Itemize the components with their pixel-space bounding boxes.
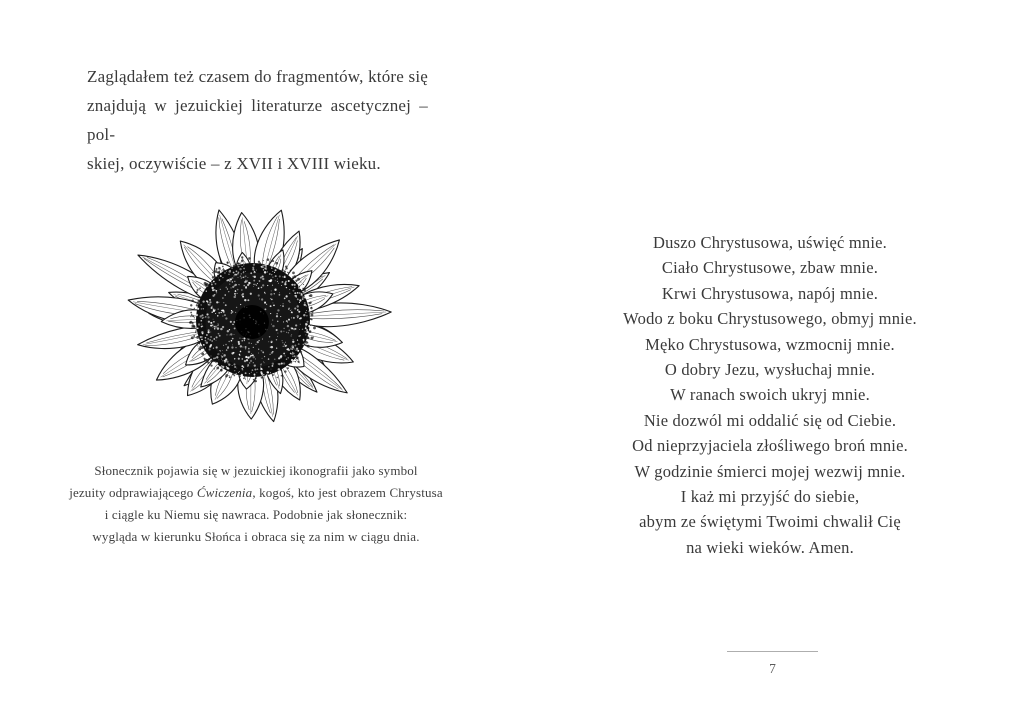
illustration-caption <box>36 460 476 548</box>
prayer-line: Męko Chrystusowa, wzmocnij mnie. <box>645 334 895 354</box>
prayer-line: Duszo Chrystusowa, uświęć mnie. <box>653 233 887 252</box>
caption-line: i ciągle ku Niemu się nawraca. Podobnie jak słonecznik: <box>104 507 408 522</box>
footer-rule <box>727 651 818 652</box>
sunflower-ink-svg <box>103 188 403 452</box>
paragraph-line: skiej, oczywiście – z XVII i XVIII wieku. <box>87 154 381 173</box>
prayer-line: O dobry Jezu, wysłuchaj mnie. <box>664 360 876 380</box>
caption-italic-term: Ćwiczenia <box>196 485 253 500</box>
caption-text: jezuity odprawiającego <box>69 485 197 500</box>
prayer-line: W ranach swoich ukryj mnie. <box>670 385 870 405</box>
caption-line: wygląda w kierunku Słońca i obraca się za nim w ciągu dnia. <box>92 529 420 544</box>
body-paragraph <box>87 62 428 178</box>
page-number: 7 <box>769 661 776 676</box>
prayer-text <box>516 230 1024 560</box>
right-page <box>512 0 1024 727</box>
caption-line: Słonecznik pojawia się w jezuickiej ikonografii jako symbol <box>94 463 418 478</box>
prayer-line: Wodo z boku Chrystusowego, obmyj mnie. <box>623 309 917 329</box>
prayer-line: I każ mi przyjść do siebie, <box>680 487 860 507</box>
prayer-line: Krwi Chrystusowa, napój mnie. <box>661 283 879 303</box>
prayer-line: Nie dozwól mi oddalić się od Ciebie. <box>643 410 897 430</box>
paragraph-line: Zaglądałem też czasem do fragmentów, które się <box>87 67 428 86</box>
sunflower-illustration <box>103 188 403 452</box>
caption-line <box>36 482 476 504</box>
prayer-line: Ciało Chrystusowe, zbaw mnie. <box>661 258 879 278</box>
prayer-line: Od nieprzyjaciela złośliwego broń mnie. <box>632 436 908 456</box>
prayer-line: abym ze świętymi Twoimi chwalił Cię <box>639 512 901 532</box>
prayer-line: na wieki wieków. Amen. <box>686 537 854 557</box>
prayer-line: W godzinie śmierci mojej wezwij mnie. <box>634 461 906 481</box>
paragraph-line: znajdują w jezuickiej literaturze ascetycznej – pol- <box>87 96 428 144</box>
caption-text: , kogoś, kto jest obrazem Chrystusa <box>252 485 443 500</box>
